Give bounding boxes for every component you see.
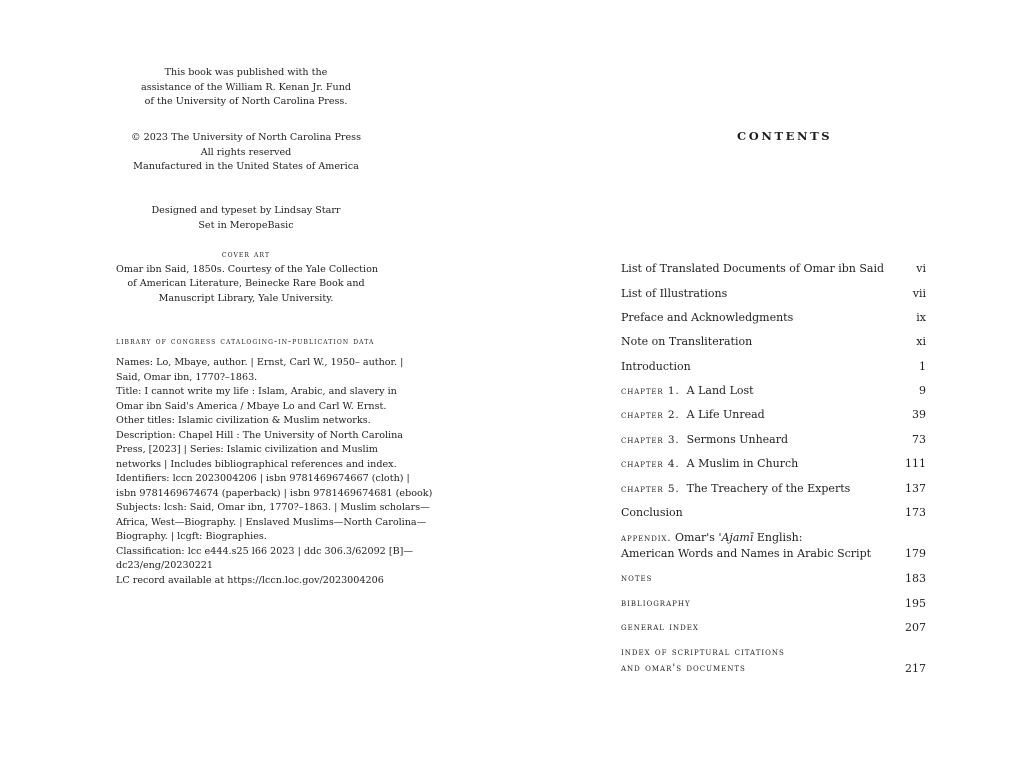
chapter-title: A Land Lost bbox=[686, 384, 754, 397]
cip-line: Names: Lo, Mbaye, author. | Ernst, Carl W., 1950– author. | bbox=[116, 357, 404, 368]
cover-art-heading: cover art bbox=[221, 249, 271, 260]
toc-entry-page: 173 bbox=[905, 506, 926, 519]
cip-line: LC record available at https://lccn.loc.gov/2023004206 bbox=[116, 574, 384, 586]
cip-entry-identifiers bbox=[116, 472, 433, 501]
chapter-label: chapter 3. bbox=[621, 434, 680, 446]
toc-entry-page: vii bbox=[912, 287, 926, 300]
cip-line: networks | Includes bibliographical references and index. bbox=[116, 458, 397, 470]
publication-note bbox=[116, 66, 376, 110]
toc-entry-page: 1 bbox=[919, 360, 926, 373]
design-credit bbox=[116, 204, 376, 233]
toc-entry-page: xi bbox=[916, 335, 926, 348]
toc-entry-page: ix bbox=[916, 311, 926, 324]
cip-entry-lc-record bbox=[116, 574, 416, 589]
toc-entry-title: Preface and Acknowledgments bbox=[621, 311, 794, 324]
cip-line: Omar ibn Said's America / Mbaye Lo and Carl W. Ernst. bbox=[116, 400, 387, 412]
chapter-title: A Life Unread bbox=[686, 408, 765, 421]
toc-entry-title: List of Translated Documents of Omar ibn Said bbox=[621, 262, 885, 275]
publication-note-line: of the University of North Carolina Press. bbox=[144, 96, 348, 107]
publication-note-line: This book was published with the bbox=[164, 67, 328, 78]
appendix-title-pre: Omar's bbox=[675, 531, 715, 544]
chapter-title: The Treachery of the Experts bbox=[686, 482, 851, 495]
toc-entry-title bbox=[621, 433, 788, 446]
toc-entry-page: 137 bbox=[905, 482, 926, 495]
design-line: Designed and typeset by Lindsay Starr bbox=[151, 205, 341, 216]
cip-line: isbn 9781469674674 (paperback) | isbn 9781469674681 (ebook) bbox=[116, 487, 433, 499]
toc-entry-page: 183 bbox=[905, 572, 926, 585]
appendix-line-1 bbox=[621, 531, 802, 544]
toc-entry-title: notes bbox=[621, 572, 653, 584]
toc-entry-title bbox=[621, 457, 798, 470]
cip-line: Identifiers: lccn 2023004206 | isbn 9781469674667 (cloth) | bbox=[116, 473, 410, 484]
cip-line: Description: Chapel Hill : The University of North Carolina bbox=[116, 429, 404, 441]
toc-entry-title: Note on Transliteration bbox=[621, 335, 753, 348]
cip-line: Africa, West—Biography. | Enslaved Muslims—North Carolina— bbox=[116, 516, 427, 528]
chapter-label: chapter 2. bbox=[621, 409, 680, 421]
chapter-label: chapter 4. bbox=[621, 458, 680, 470]
copyright-line: Manufactured in the United States of America bbox=[133, 161, 359, 172]
toc-entry-title: List of Illustrations bbox=[621, 287, 728, 300]
toc-entry-page: 111 bbox=[905, 457, 926, 470]
cip-line: Said, Omar ibn, 1770?–1863. bbox=[116, 371, 258, 383]
toc-entry-page: vi bbox=[916, 262, 926, 275]
cip-heading: library of congress cataloging-in-publication data bbox=[116, 336, 375, 347]
contents-page bbox=[512, 0, 1024, 773]
toc-entry-page: 73 bbox=[912, 433, 926, 446]
cip-line: Biography. | lcgft: Biographies. bbox=[116, 531, 267, 542]
contents-title: CONTENTS bbox=[737, 129, 833, 143]
cover-art-line: Manuscript Library, Yale University. bbox=[158, 292, 334, 304]
toc-entry-title: bibliography bbox=[621, 597, 691, 609]
cip-entry-title bbox=[116, 385, 416, 414]
cip-line: Title: I cannot write my life : Islam, Arabic, and slavery in bbox=[116, 386, 397, 397]
toc-entry-title bbox=[621, 408, 765, 421]
cip-entry-names bbox=[116, 356, 416, 385]
copyright-notice bbox=[116, 131, 376, 175]
toc-entry-page: 207 bbox=[905, 621, 926, 634]
toc-entry-page: 179 bbox=[905, 547, 926, 560]
appendix-title-post: English: bbox=[756, 531, 803, 544]
toc-entry-title: Introduction bbox=[621, 360, 691, 373]
cover-art-line: Omar ibn Said, 1850s. Courtesy of the Yale Collection bbox=[116, 263, 379, 275]
cip-entry-classification bbox=[116, 545, 416, 574]
chapter-label: chapter 5. bbox=[621, 483, 680, 495]
chapter-title: Sermons Unheard bbox=[686, 433, 789, 446]
cip-line: Classification: lcc e444.s25 l66 2023 | ddc 306.3/62092 [B]— bbox=[116, 545, 413, 557]
copyright-line: All rights reserved bbox=[200, 146, 292, 158]
cip-line: dc23/eng/20230221 bbox=[116, 560, 214, 571]
toc-entry-page: 195 bbox=[905, 597, 926, 610]
appendix-title-italic: 'Ajamī bbox=[718, 531, 754, 544]
appendix-title-line-2: American Words and Names in Arabic Script bbox=[621, 547, 872, 560]
cover-art-line: of American Literature, Beinecke Rare Book and bbox=[127, 278, 365, 289]
cip-entry-other-titles bbox=[116, 414, 416, 429]
toc-entry-page: 9 bbox=[919, 384, 926, 397]
cip-data bbox=[116, 356, 433, 588]
publication-note-line: assistance of the William R. Kenan Jr. Fund bbox=[140, 81, 352, 93]
toc-entry-page: 39 bbox=[912, 408, 926, 421]
toc-entry-title bbox=[621, 482, 850, 495]
toc-entry-title: general index bbox=[621, 621, 699, 633]
design-line: Set in MeropeBasic bbox=[198, 219, 294, 231]
cip-entry-subjects bbox=[116, 501, 430, 545]
cip-line: Subjects: lcsh: Said, Omar ibn, 1770?–1863. | Muslim scholars— bbox=[116, 502, 430, 513]
copyright-line: © 2023 The University of North Carolina Press bbox=[130, 132, 362, 143]
toc-entry-title bbox=[621, 384, 754, 397]
chapter-title: A Muslim in Church bbox=[686, 457, 799, 470]
toc-entry-title: Conclusion bbox=[621, 506, 683, 519]
chapter-label: chapter 1. bbox=[621, 385, 680, 397]
toc-entry-title: index of scriptural citations bbox=[621, 646, 785, 658]
cip-line: Other titles: Islamic civilization & Muslim networks. bbox=[116, 415, 371, 426]
cip-entry-description bbox=[116, 429, 416, 473]
appendix-label: appendix. bbox=[621, 532, 672, 544]
cover-art-credit bbox=[116, 248, 379, 306]
toc-entry-title: and omar's documents bbox=[621, 662, 746, 674]
toc-entry-page: 217 bbox=[905, 662, 926, 675]
cip-line: Press, [2023] | Series: Islamic civilization and Muslim bbox=[116, 444, 378, 455]
